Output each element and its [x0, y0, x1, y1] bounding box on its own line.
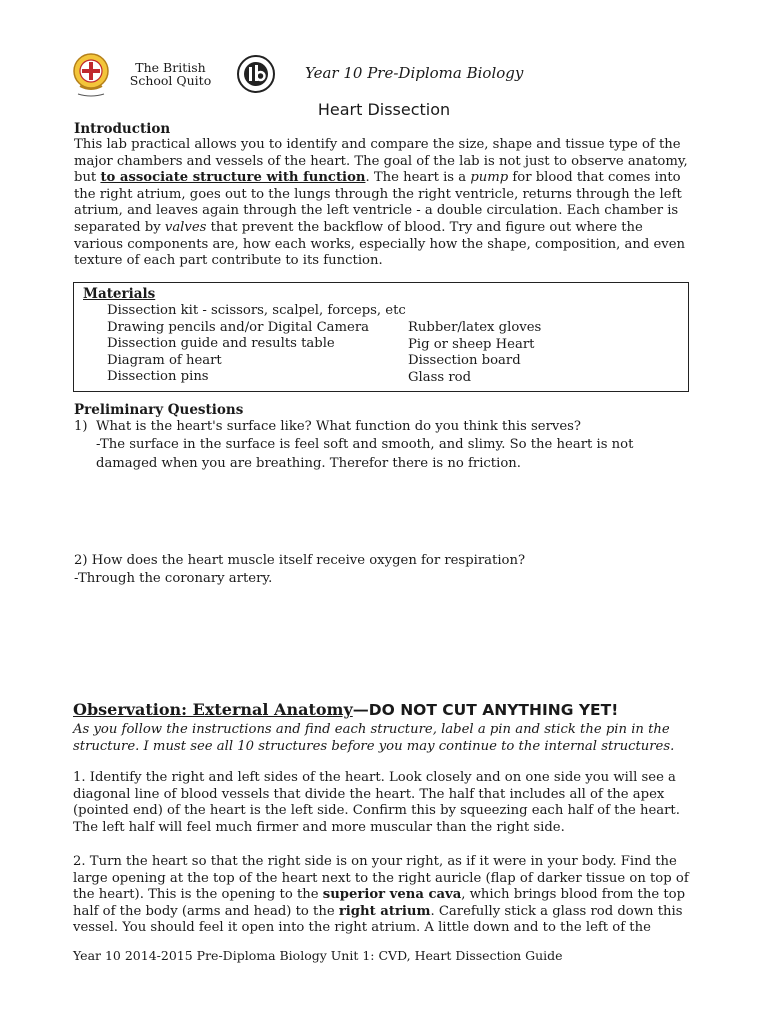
observation-instructions: As you follow the instructions and find each structure, label a pin and stick the pin in the structure. I must see all 10 structures before you may continue to the internal structures.	[73, 722, 675, 754]
materials-heading: Materials	[83, 286, 156, 302]
page-footer: Year 10 2014-2015 Pre-Diploma Biology Unit 1: CVD, Heart Dissection Guide	[73, 948, 563, 963]
observation-dash: —	[352, 700, 369, 719]
preliminary-questions-heading: Preliminary Questions	[74, 402, 244, 418]
materials-left-list	[107, 303, 407, 386]
materials-right-list	[408, 320, 678, 386]
school-name: The British School Quito	[129, 60, 212, 88]
step-1-paragraph: 1. Identify the right and left sides of the heart. Look closely and on one side you will see a diagonal line of blood vessels that divide the heart. The half that includes all of the apex (pointed end) of the heart is the left side. Confirm this by squeezing each half of the heart. The left half will feel much firmer and more muscular than the right side.	[73, 770, 680, 835]
material-item: Dissection guide and results table	[107, 336, 335, 352]
page-title: Heart Dissection	[317, 100, 451, 119]
question-1-text: What is the heart's surface like? What function do you think this serves?	[96, 419, 581, 434]
question-2-text: 2) How does the heart muscle itself receive oxygen for respiration?	[74, 553, 526, 568]
material-item: Diagram of heart	[107, 352, 222, 368]
step-2-superior-vena-cava: superior vena cava	[322, 887, 462, 903]
step-2-right-atrium: right atrium	[338, 903, 431, 919]
step-2-text-a: 2. Turn the heart so that the right side is on your right, as if it were in your body. Find the large opening at the top of the heart next to the right auricle (flap of darker tissue on top of the heart). This is the opening to the	[73, 854, 689, 903]
british-school-crest-logo	[72, 52, 110, 98]
material-item: Dissection kit - scissors, scalpel, forceps, etc	[107, 303, 406, 318]
intro-text-1: This lab practical allows you to identify and compare the size, shape and tissue type of the major chambers and vessels of the heart. The goal of the lab is not just to observe anatomy, but	[74, 137, 688, 186]
question-2-block	[74, 552, 694, 587]
intro-text-3: for blood that comes into the right atrium, goes out to the lungs through the right ventricle, returns through the left atrium, and leaves again through the left ventricle - a double circulation. Each chamber is separated by	[74, 170, 682, 235]
material-item: Dissection pins	[107, 369, 209, 385]
material-item: Rubber/latex gloves	[408, 320, 542, 335]
answer-2: -Through the coronary artery.	[74, 570, 273, 586]
observation-warning: DO NOT CUT ANYTHING YET!	[368, 701, 619, 719]
material-item: Pig or sheep Heart	[408, 336, 535, 352]
material-item: Dissection board	[408, 353, 521, 369]
material-item: Glass rod	[408, 369, 472, 385]
step-2-text-b: , which brings blood from the top half of the body (arms and head) to the	[73, 887, 686, 919]
introduction-paragraph	[74, 137, 694, 270]
step-2-text-c: . Carefully stick a glass rod down this vessel. You should feel it open into the right atrium. A little down and to the left of the	[73, 903, 683, 936]
intro-valves-word: valves	[164, 219, 207, 235]
ib-world-school-logo	[234, 54, 278, 94]
step-2-paragraph	[73, 854, 703, 937]
material-item: Drawing pencils and/or Digital Camera	[107, 319, 370, 335]
intro-text-4: that prevent the backflow of blood. Try and figure out where the various components are, how each works, especially how the shape, composition, and even texture of each part contribute to its function.	[74, 219, 686, 269]
observation-heading	[73, 700, 618, 719]
intro-emphasis: to associate structure with function	[100, 170, 366, 186]
intro-text-2: . The heart is a	[365, 170, 471, 186]
question-1	[74, 419, 694, 436]
observation-title: Observation: External Anatomy	[73, 700, 353, 719]
question-1-number: 1)	[74, 419, 88, 434]
intro-pump-word: pump	[470, 170, 509, 186]
introduction-heading: Introduction	[74, 121, 171, 137]
materials-box	[73, 282, 689, 392]
answer-1: -The surface in the surface is feel soft and smooth, and slimy. So the heart is not damaged when you are breathing. Therefor there is no friction.	[96, 437, 634, 471]
course-title: Year 10 Pre-Diploma Biology	[305, 64, 524, 82]
